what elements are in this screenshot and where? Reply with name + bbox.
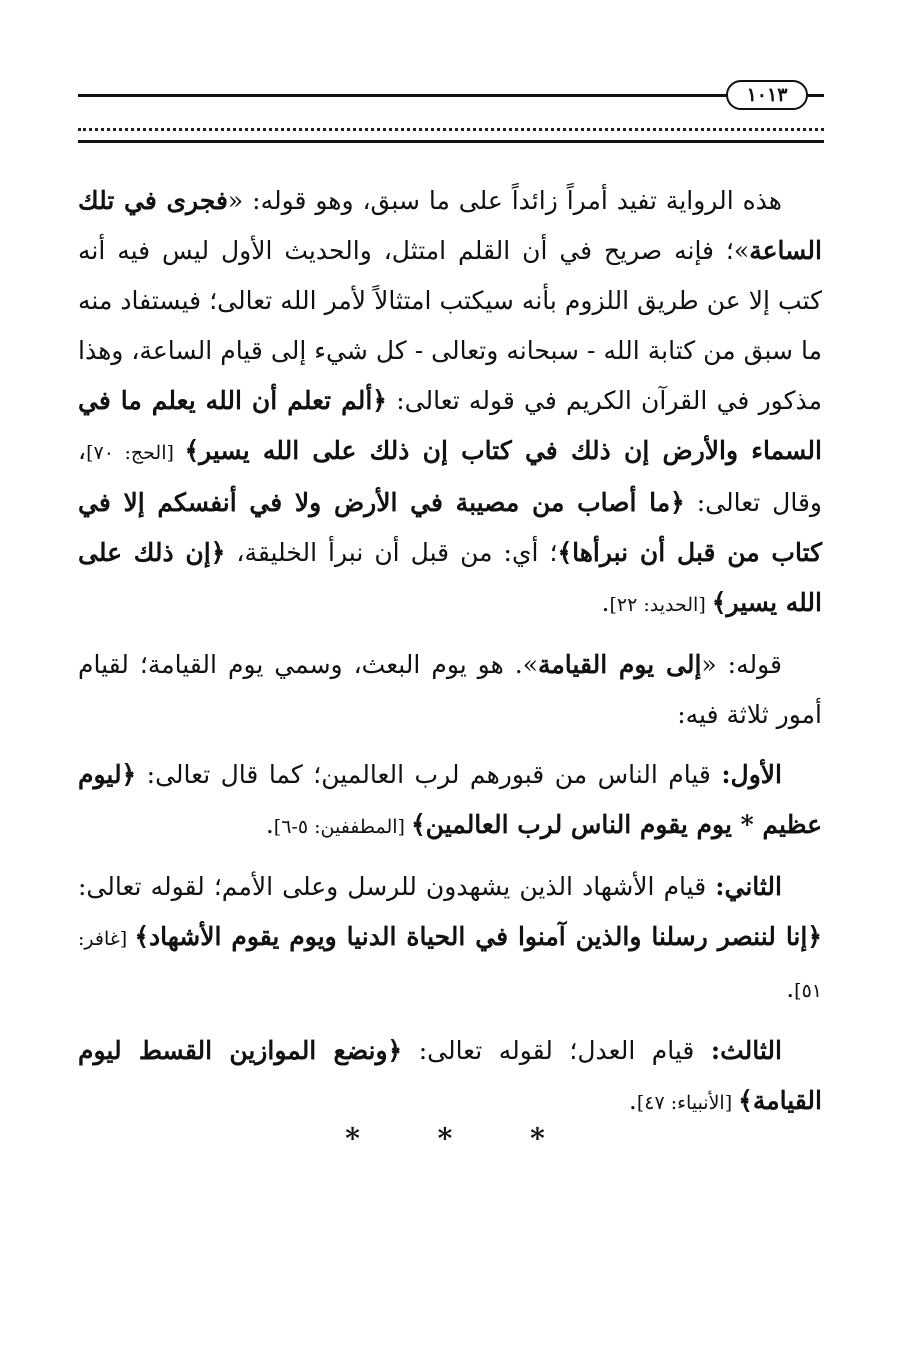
header-rule — [806, 94, 824, 97]
verse-reference: [الحج: ٧٠] — [86, 442, 185, 464]
hadith-quote: إلى يوم القيامة — [538, 650, 702, 679]
page-header — [78, 74, 824, 154]
page-number: ١٠١٣ — [726, 80, 808, 110]
quran-verse: ﴿ليوم عظيم * يوم يقوم الناس لرب العالمين﴾ — [78, 760, 822, 839]
point-label: الثالث: — [710, 1036, 782, 1065]
paragraph: الأول: قيام الناس من قبورهم لرب العالمين؛ كما قال تعالى: ﴿ليوم عظيم * يوم يقوم الناس لرب العالمين﴾ [المطففين: ٥-٦]. — [78, 760, 822, 839]
body-text — [78, 176, 822, 1138]
dotted-divider — [78, 114, 824, 131]
verse-reference: [الحديد: ٢٢] — [609, 594, 712, 616]
quran-verse: ﴿ألم تعلم أن الله يعلم ما في السماء والأرض إن ذلك في كتاب إن ذلك على الله يسير﴾ — [78, 386, 822, 465]
paragraph: هذه الرواية تفيد أمراً زائداً على ما سبق، وهو قوله: «فجرى في تلك الساعة»؛ فإنه صريح في أن القلم امتثل، والحديث الأول ليس فيه أنه كتب إلا عن طريق اللزوم بأنه سيكتب امتثالاً لأمر الله تعالى؛ فيستفاد منه ما سبق من كتابة الله - سبحانه وتعالى - كل شيء إلى قيام الساعة، وهذا مذكور في القرآن الكريم في قوله تعالى: ﴿ألم تعلم أن الله يعلم ما في السماء والأرض إن ذلك في كتاب إن ذلك على الله يسير﴾ [الحج: ٧٠]، وقال تعالى: ﴿ما أصاب من مصيبة في الأرض ولا في أنفسكم إلا في كتاب من قبل أن نبرأها﴾؛ أي: من قبل أن نبرأ الخليقة، ﴿إن ذلك على الله يسير﴾ [الحديد: ٢٢]. — [78, 186, 823, 617]
paragraph: الثاني: قيام الأشهاد الذين يشهدون للرسل وعلى الأمم؛ لقوله تعالى: ﴿إنا لننصر رسلنا والذين آمنوا في الحياة الدنيا ويوم يقوم الأشهاد﴾ [غافر: ٥١]. — [78, 872, 822, 1003]
point-label: الثاني: — [715, 872, 782, 901]
section-end-stars: * * * — [345, 1122, 579, 1155]
header-rule — [78, 94, 728, 97]
header-bottom-rule — [78, 140, 824, 143]
verse-reference: [غافر: ٥١] — [78, 928, 822, 1002]
quran-verse: ﴿ما أصاب من مصيبة في الأرض ولا في أنفسكم إلا في كتاب من قبل أن نبرأها﴾ — [78, 488, 823, 567]
quran-verse: ﴿ونضع الموازين القسط ليوم القيامة﴾ — [78, 1036, 822, 1115]
quran-verse: ﴿إنا لننصر رسلنا والذين آمنوا في الحياة الدنيا ويوم يقوم الأشهاد﴾ — [134, 922, 822, 951]
paragraph: الثالث: قيام العدل؛ لقوله تعالى: ﴿ونضع الموازين القسط ليوم القيامة﴾ [الأنبياء: ٤٧]. — [78, 1036, 822, 1115]
paragraph: قوله: «إلى يوم القيامة». هو يوم البعث، وسمي يوم القيامة؛ لقيام أمور ثلاثة فيه: — [78, 650, 822, 729]
verse-reference: [الأنبياء: ٤٧] — [636, 1092, 739, 1114]
verse-reference: [المطففين: ٥-٦] — [273, 816, 412, 838]
point-label: الأول: — [721, 760, 782, 789]
quran-verse: ﴿إن ذلك على الله يسير﴾ — [78, 538, 822, 617]
hadith-quote: فجرى في تلك الساعة — [78, 186, 822, 265]
